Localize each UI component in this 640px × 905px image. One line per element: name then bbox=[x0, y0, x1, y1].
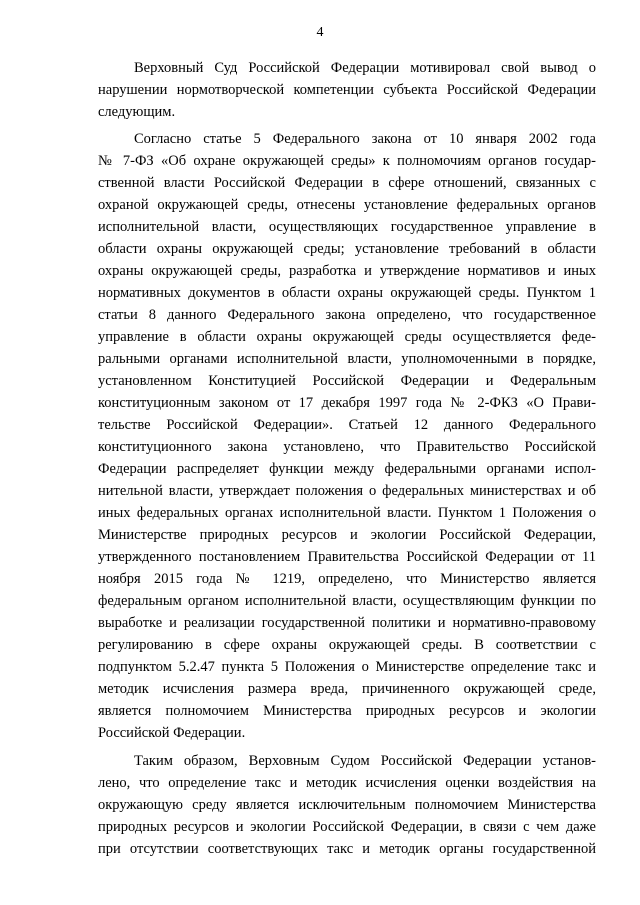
paragraph-3-line: лено, что определение такс и методик исчисления оценки воздействия на bbox=[98, 775, 596, 791]
paragraph-2-line: области охраны окружающей среды; установление требований в области bbox=[98, 241, 596, 257]
paragraph-2-line: является полномочием Министерства природных ресурсов и экологии bbox=[98, 703, 596, 719]
paragraph-2-line: подпунктом 5.2.47 пункта 5 Положения о Министерстве определение такс и bbox=[98, 659, 596, 675]
paragraph-2-line: статьи 8 данного Федерального закона определено, что государственное bbox=[98, 307, 596, 323]
paragraph-3-line: Таким образом, Верховным Судом Российской Федерации установ- bbox=[134, 753, 596, 769]
paragraph-2-line: Согласно статье 5 Федерального закона от 10 января 2002 года bbox=[134, 131, 596, 147]
paragraph-2-line: конституционным законом от 17 декабря 1997 года № 2-ФКЗ «О Прави- bbox=[98, 395, 596, 411]
paragraph-2-line: установленном Конституцией Российской Федерации и Федеральным bbox=[98, 373, 596, 389]
paragraph-3-line: природных ресурсов и экологии Российской Федерации, в связи с чем даже bbox=[98, 819, 596, 835]
paragraph-3-line: при отсутствии соответствующих такс и методик органы государственной bbox=[98, 841, 596, 857]
paragraph-2-line: утвержденного постановлением Правительства Российской Федерации от 11 bbox=[98, 549, 596, 565]
paragraph-2-line: конституционного закона установлено, что Правительство Российской bbox=[98, 439, 596, 455]
paragraph-1-line: Верховный Суд Российской Федерации мотивировал свой вывод о bbox=[134, 60, 596, 76]
paragraph-2-line: регулированию в сфере охраны окружающей среды. В соответствии с bbox=[98, 637, 596, 653]
paragraph-2-line: тельстве Российской Федерации». Статьей 12 данного Федерального bbox=[98, 417, 596, 433]
paragraph-2-line: методик исчисления размера вреда, причиненного окружающей среде, bbox=[98, 681, 596, 697]
paragraph-1-line: нарушении нормотворческой компетенции субъекта Российской Федерации bbox=[98, 82, 596, 98]
paragraph-2-line: ственной власти Российской Федерации в сфере отношений, связанных с bbox=[98, 175, 596, 191]
paragraph-2-line: охраны окружающей среды, разработка и утверждение нормативов и иных bbox=[98, 263, 596, 279]
paragraph-2-line: № 7-ФЗ «Об охране окружающей среды» к полномочиям органов государ- bbox=[98, 153, 596, 169]
paragraph-2-line: нительной власти, утверждает положения о федеральных министерствах и об bbox=[98, 483, 596, 499]
paragraph-3-line: окружающую среду является исключительным полномочием Министерства bbox=[98, 797, 596, 813]
paragraph-2-line: Министерстве природных ресурсов и экологии Российской Федерации, bbox=[98, 527, 596, 543]
page-number: 4 bbox=[316, 25, 324, 40]
paragraph-2-line: охраной окружающей среды, отнесены установление федеральных органов bbox=[98, 197, 596, 213]
paragraph-2-line: иных федеральных органах исполнительной власти. Пунктом 1 Положения о bbox=[98, 505, 596, 521]
paragraph-1-line: следующим. bbox=[98, 104, 176, 120]
paragraph-2-line: ральными органами исполнительной власти, уполномоченными в порядке, bbox=[98, 351, 596, 367]
paragraph-2-line: исполнительной власти, осуществляющих государственное управление в bbox=[98, 219, 596, 235]
paragraph-2-line: управление в области охраны окружающей среды осуществляется феде- bbox=[98, 329, 596, 345]
paragraph-2-line: ноября 2015 года № 1219, определено, что Министерство является bbox=[98, 571, 596, 587]
paragraph-2-line: нормативных документов в области охраны окружающей среды. Пунктом 1 bbox=[98, 285, 596, 301]
paragraph-2-line: выработке и реализации государственной политики и нормативно-правовому bbox=[98, 615, 596, 631]
paragraph-2-line: Российской Федерации. bbox=[98, 725, 246, 741]
paragraph-2-line: Федерации распределяет функции между федеральными органами испол- bbox=[98, 461, 596, 477]
paragraph-2-line: федеральным органом исполнительной власти, осуществляющим функции по bbox=[98, 593, 596, 609]
